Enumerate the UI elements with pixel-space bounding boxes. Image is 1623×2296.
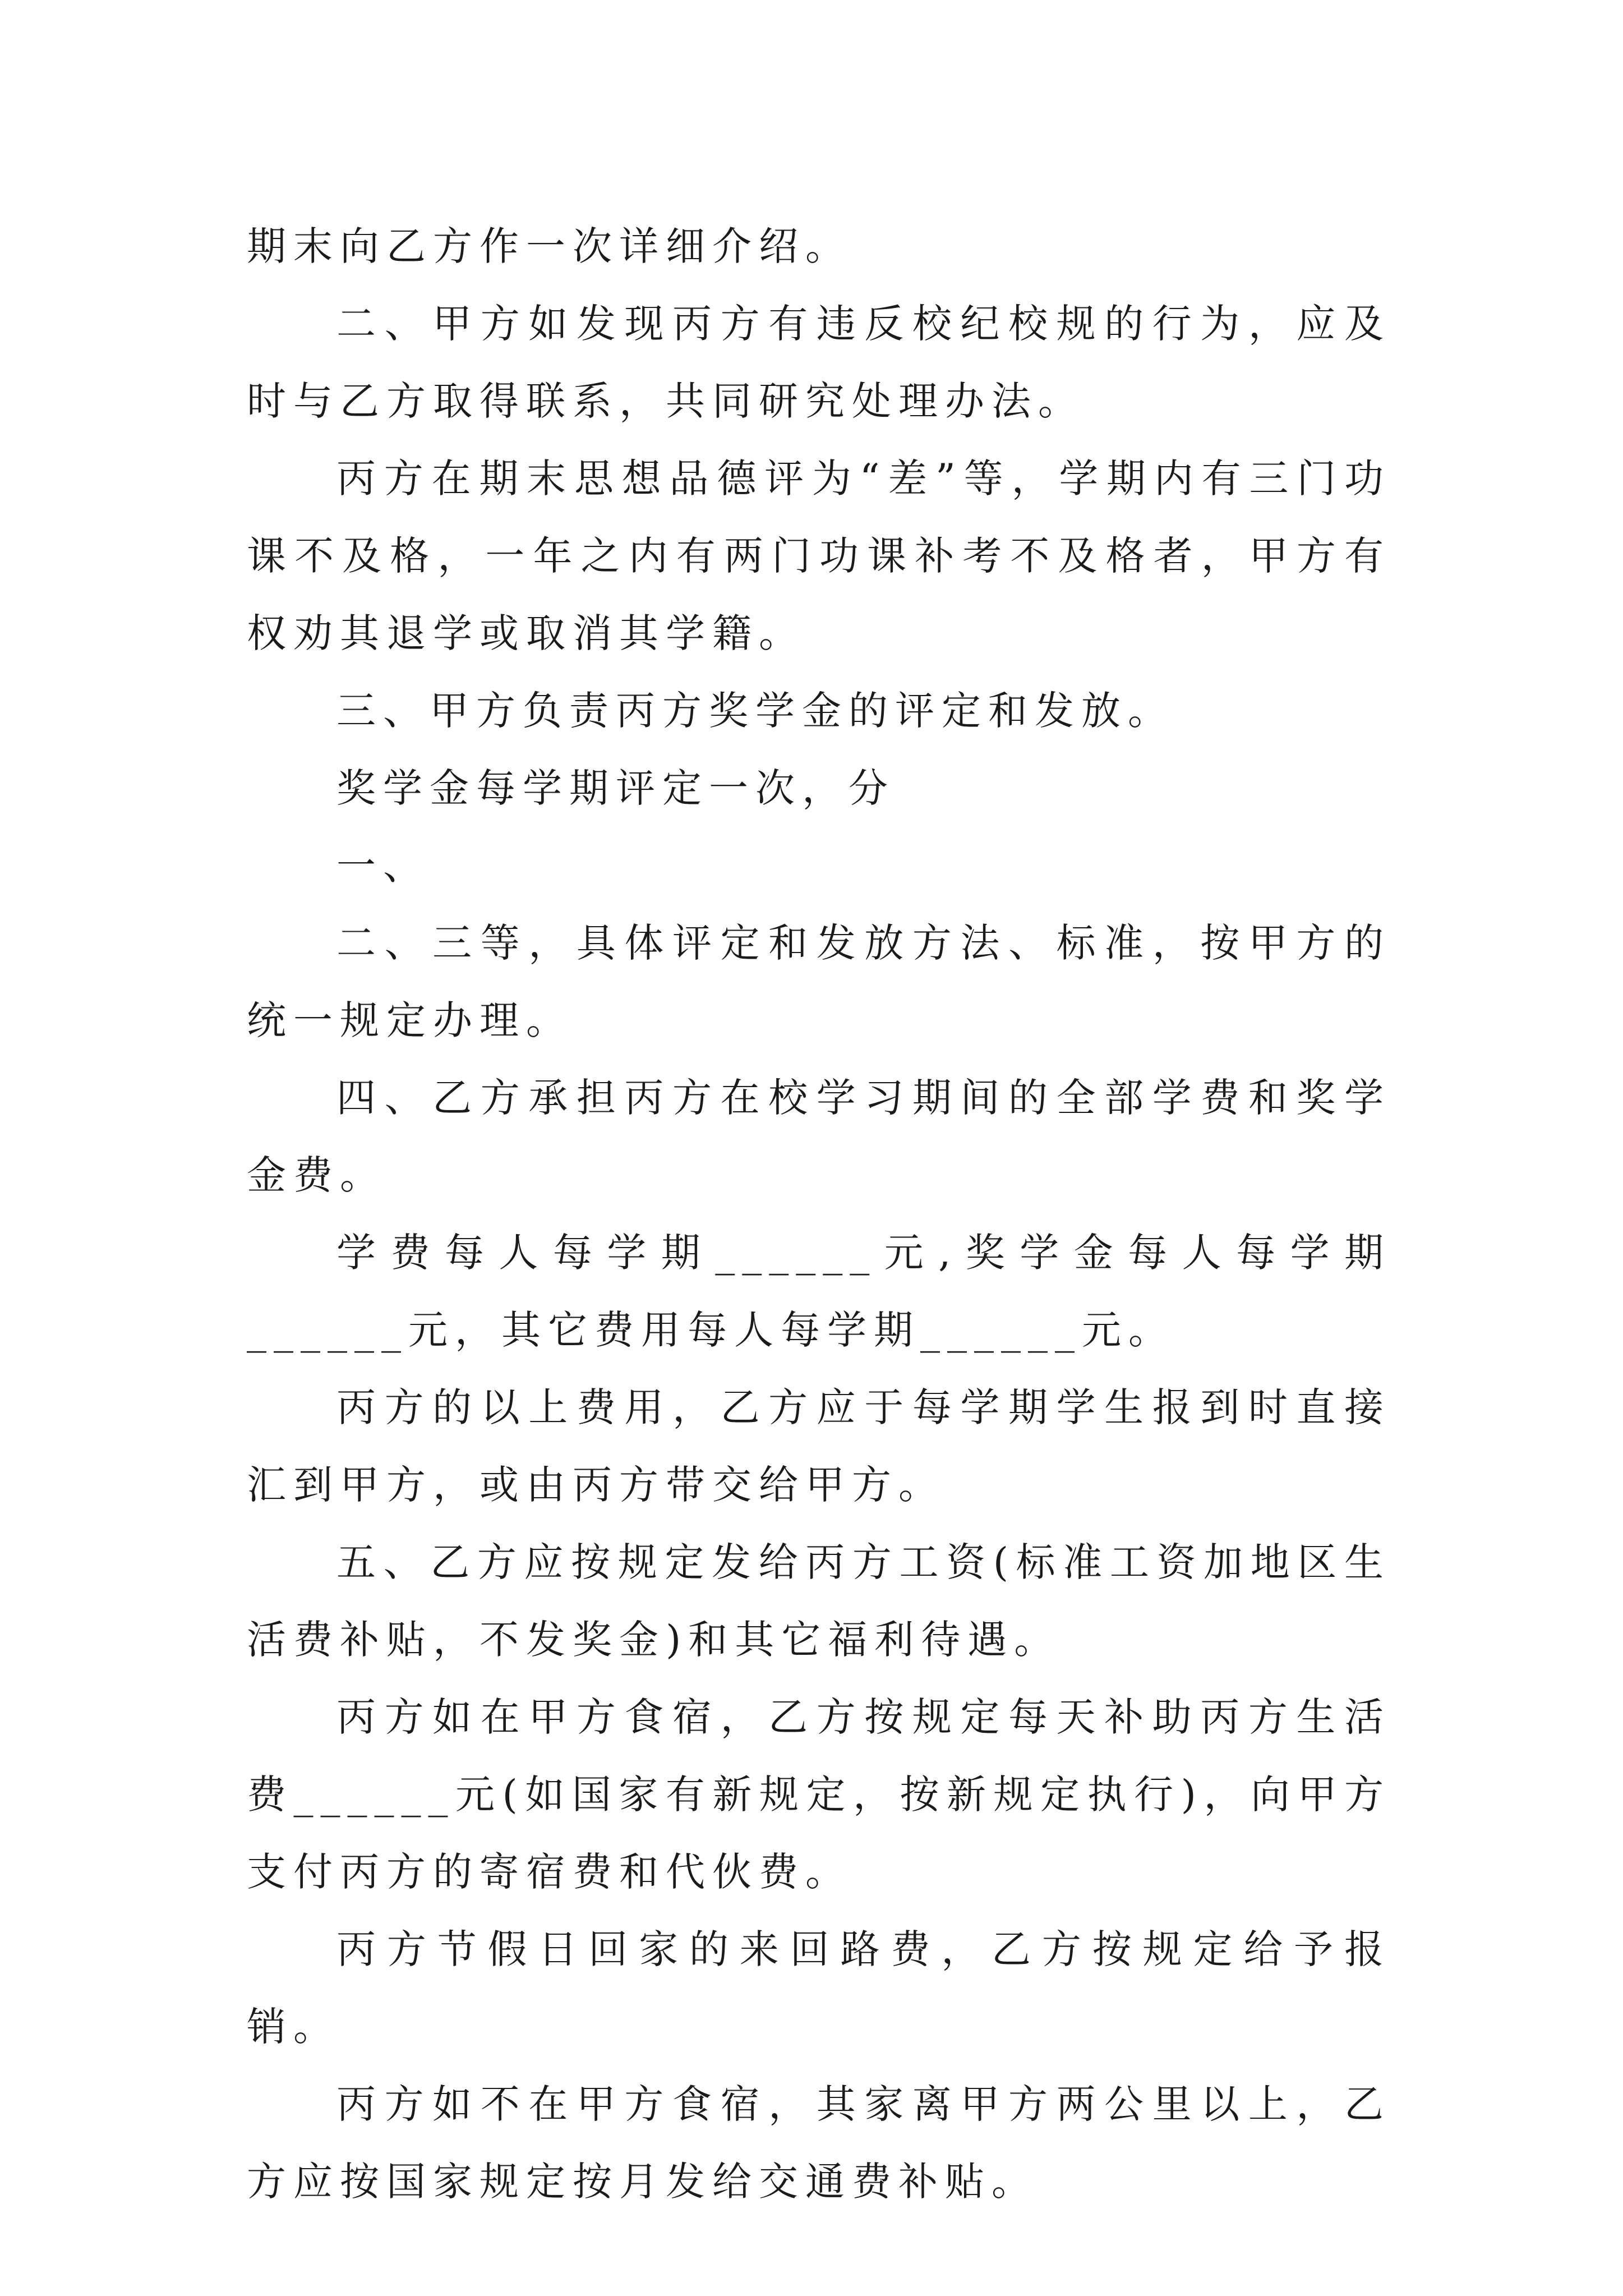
paragraph: 三、甲方负责丙方奖学金的评定和发放。 [336,688,1174,734]
paragraph: 二、甲方如发现丙方有违反校纪校规的行为，应及时与乙方取得联系，共同研究处理办法。 [247,301,1391,424]
paragraph: 五、乙方应按规定发给丙方工资(标准工资加地区生活费补贴，不发奖金)和其它福利待遇。 [247,1539,1391,1663]
paragraph: 丙方如在甲方食宿，乙方按规定每天补助丙方生活费______元(如国家有新规定，按新规定执行)，向甲方支付丙方的寄宿费和代伙费。 [247,1694,1391,1895]
document-body [247,208,1391,2220]
paragraph: 期末向乙方作一次详细介绍。 [247,223,852,269]
paragraph: 丙方在期末思想品德评为“差”等，学期内有三门功课不及格，一年之内有两门功课补考不及格者，甲方有权劝其退学或取消其学籍。 [247,455,1391,656]
paragraph: 一、 [336,843,430,889]
paragraph: 丙方节假日回家的来回路费，乙方按规定给予报销。 [247,1926,1391,2050]
paragraph: 学费每人每学期______元,奖学金每人每学期______元，其它费用每人每学期______元。 [247,1230,1391,1353]
paragraph: 丙方如不在甲方食宿，其家离甲方两公里以上，乙方应按国家规定按月发给交通费补贴。 [247,2081,1391,2205]
paragraph: 奖学金每学期评定一次，分 [336,765,895,811]
paragraph: 丙方的以上费用，乙方应于每学期学生报到时直接汇到甲方，或由丙方带交给甲方。 [247,1384,1391,1508]
paragraph: 二、三等，具体评定和发放方法、标准，按甲方的统一规定办理。 [247,920,1391,1043]
paragraph: 四、乙方承担丙方在校学习期间的全部学费和奖学金费。 [247,1075,1391,1198]
